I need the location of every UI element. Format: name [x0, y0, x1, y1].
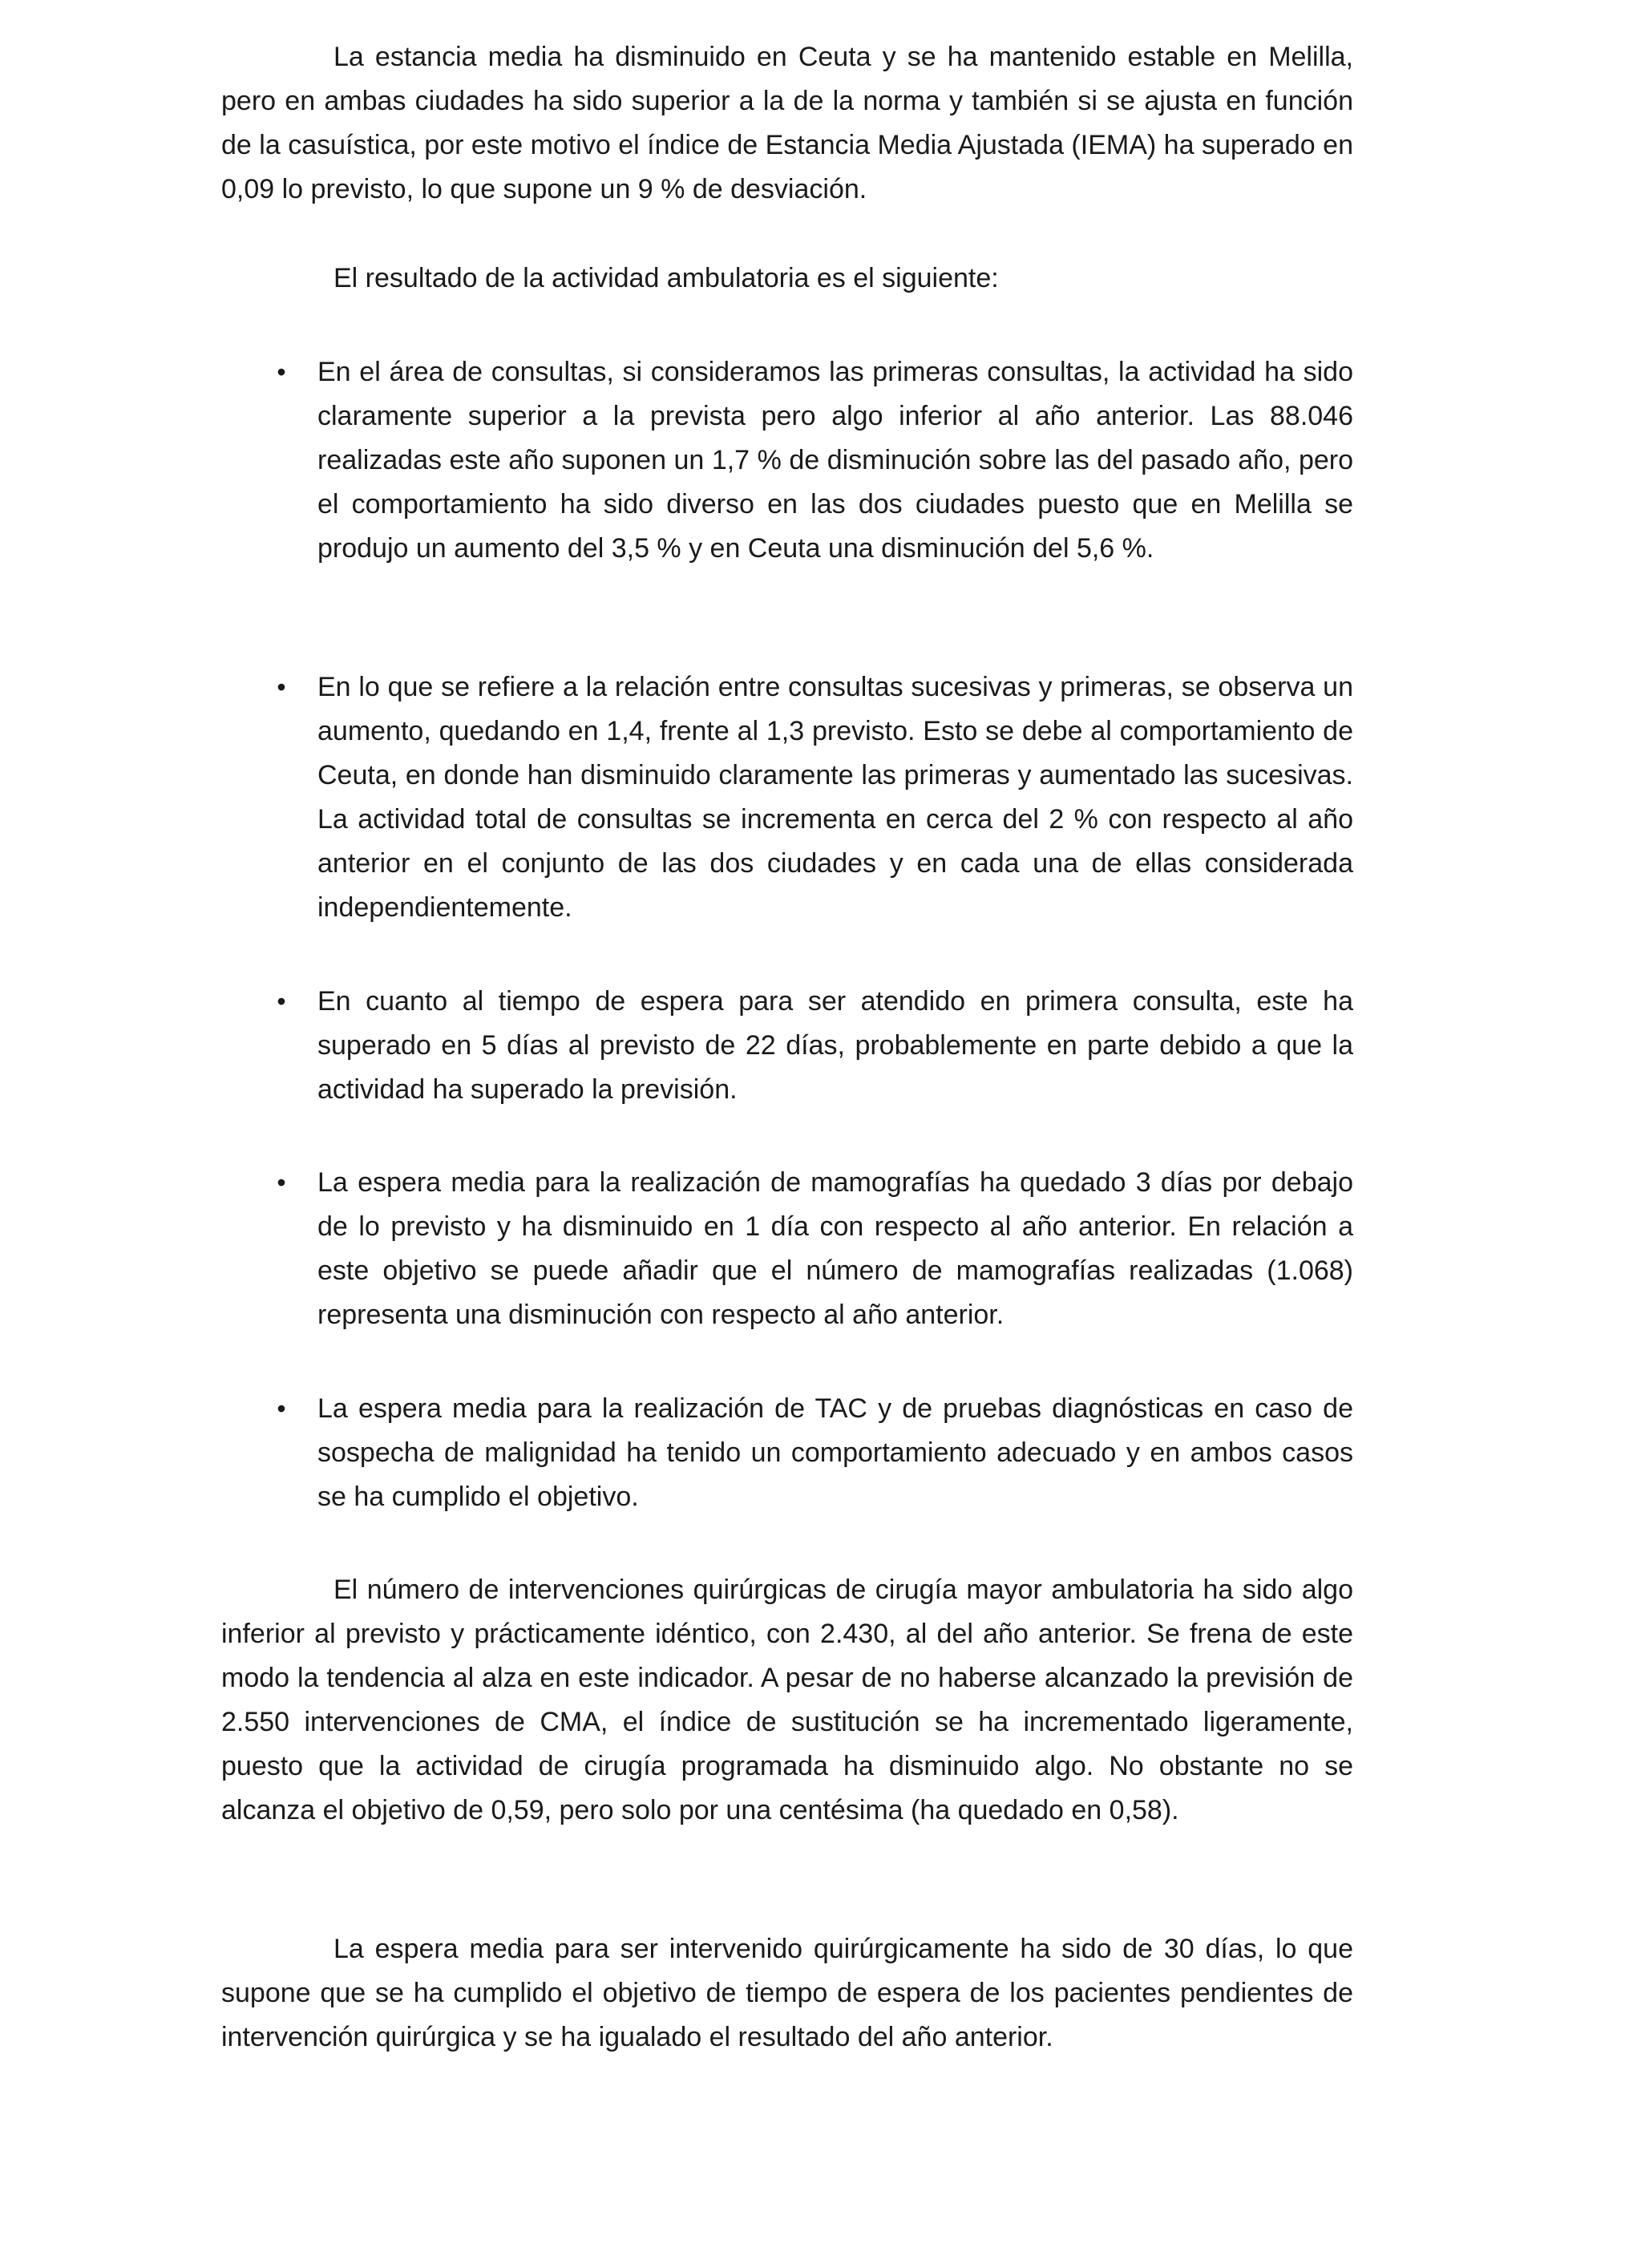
bullet-text-tiempo-espera: En cuanto al tiempo de espera para ser atendido en primera consulta, este ha superado en 5 días al previsto de 22 días, probablemente en parte debido a que la actividad ha superado la previsión.	[317, 986, 1353, 1105]
bullet-text-mamografias: La espera media para la realización de mamografías ha quedado 3 días por debajo de lo previsto y ha disminuido en 1 día con respecto al año anterior. En relación a este objetivo se puede añadir que el número de mamografías realizadas (1.068) representa una disminución con respecto al año anterior.	[317, 1167, 1353, 1330]
paragraph-cirugia-mayor-ambulatoria: El número de intervenciones quirúrgicas de cirugía mayor ambulatoria ha sido algo inferior al previsto y prácticamente idéntico, con 2.430, al del año anterior. Se frena de este modo la tendencia al alza en este indicador. A pesar de no haberse alcanzado la previsión de 2.550 intervenciones de CMA, el índice de sustitución se ha incrementado ligeramente, puesto que la actividad de cirugía programada ha disminuido algo. No obstante no se alcanza el objetivo de 0,59, pero solo por una centésima (ha quedado en 0,58).	[221, 1575, 1353, 1825]
paragraph-estancia-media: La estancia media ha disminuido en Ceuta y se ha mantenido estable en Melilla, pero en ambas ciudades ha sido superior a la de la norma y también si se ajusta en función de la casuística, por este motivo el índice de Estancia Media Ajustada (IEMA) ha superado en 0,09 lo previsto, lo que supone un 9 % de desviación.	[221, 42, 1353, 204]
paragraph-espera-quirurgica: La espera media para ser intervenido quirúrgicamente ha sido de 30 días, lo que supone que se ha cumplido el objetivo de tiempo de espera de los pacientes pendientes de intervención quirúrgica y se ha igualado el resultado del año anterior.	[221, 1934, 1353, 2052]
bullet-text-tac: La espera media para la realización de TAC y de pruebas diagnósticas en caso de sospecha de malignidad ha tenido un comportamiento adecuado y en ambos casos se ha cumplido el objetivo.	[317, 1393, 1353, 1512]
bullet-icon: •	[277, 987, 286, 1016]
paragraph-actividad-ambulatoria-intro: El resultado de la actividad ambulatoria es el siguiente:	[333, 263, 999, 293]
bullet-text-sucesivas: En lo que se refiere a la relación entre consultas sucesivas y primeras, se observa un aumento, quedando en 1,4, frente al 1,3 previsto. Esto se debe al comportamiento de Ceuta, en donde han disminuido claramente las primeras y aumentado las sucesivas. La actividad total de consultas se incrementa en cerca del 2 % con respecto al año anterior en el conjunto de las dos ciudades y en cada una de ellas considerada independientemente.	[317, 672, 1353, 923]
bullet-icon: •	[277, 673, 286, 701]
bullet-text-consultas: En el área de consultas, si consideramos las primeras consultas, la actividad ha sido claramente superior a la prevista pero algo inferior al año anterior. Las 88.046 realizadas este año suponen un 1,7 % de disminución sobre las del pasado año, pero el comportamiento ha sido diverso en las dos ciudades puesto que en Melilla se produjo un aumento del 3,5 % y en Ceuta una disminución del 5,6 %.	[317, 357, 1353, 564]
bullet-icon: •	[277, 1168, 286, 1197]
bullet-icon: •	[277, 1394, 286, 1423]
bullet-icon: •	[277, 358, 286, 386]
